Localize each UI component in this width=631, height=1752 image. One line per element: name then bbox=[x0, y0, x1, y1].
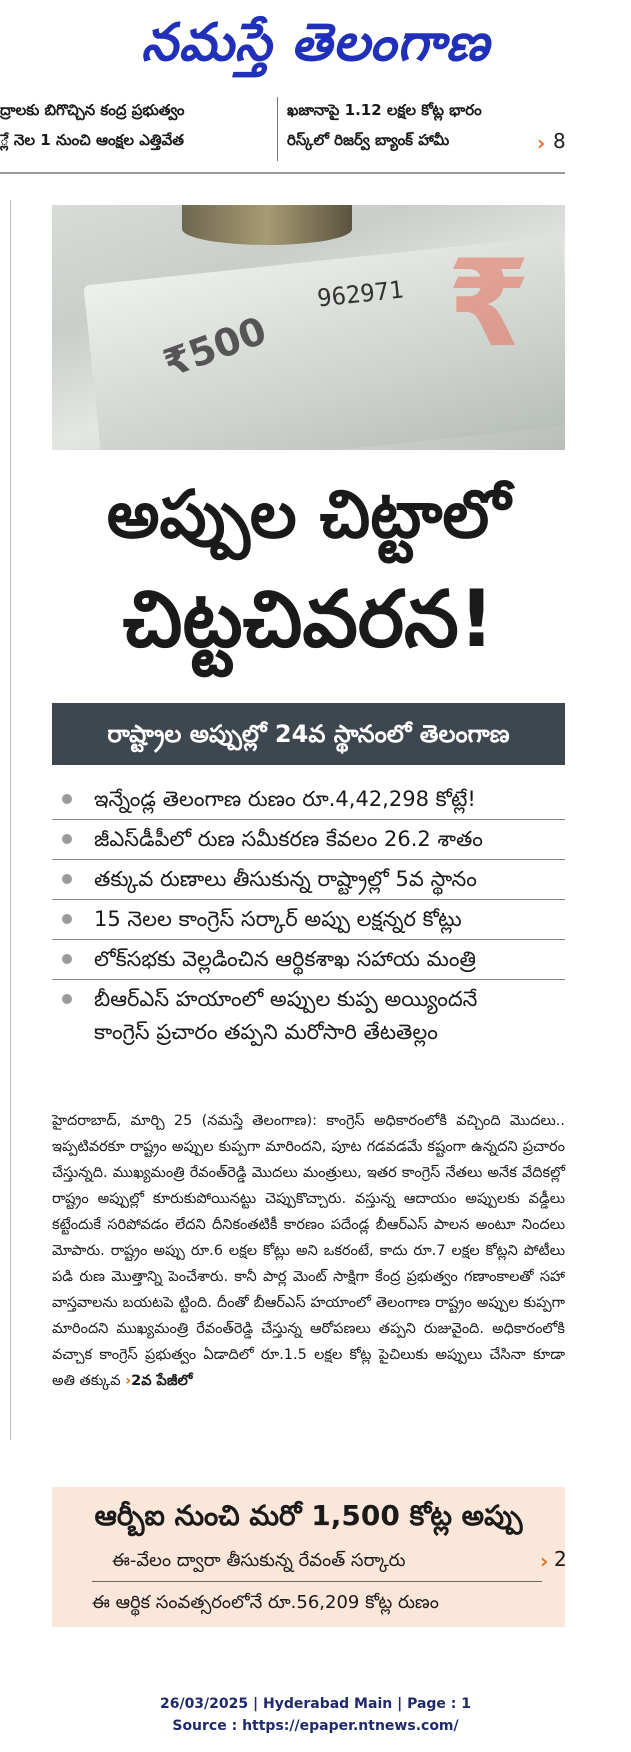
bullet-text: 15 నెలల కాంగ్రెస్ సర్కార్ అప్పు లక్షన్నర కోట్లు bbox=[94, 907, 462, 931]
bullet-icon bbox=[62, 954, 72, 964]
teaser-divider bbox=[277, 97, 278, 161]
teaser-right[interactable] bbox=[287, 95, 547, 155]
box-title: ఆర్బీఐ నుంచి మరో 1,500 కోట్ల అప్పు bbox=[94, 1499, 523, 1532]
bullet-text-continued: కాంగ్రెస్ ప్రచారం తప్పని మరోసారి తేటతెల్లం bbox=[94, 1020, 438, 1044]
teaser-right-line-2: రిస్క్‌లో రిజర్వ్ బ్యాంక్ హామీ bbox=[287, 131, 450, 149]
banknote-denomination: ₹500 bbox=[157, 308, 273, 386]
list-item bbox=[52, 940, 565, 980]
continue-page-link[interactable]: 2వ పేజీలో bbox=[131, 1373, 193, 1389]
list-item bbox=[52, 780, 565, 820]
chevron-right-icon: › bbox=[125, 1373, 132, 1389]
list-item bbox=[52, 820, 565, 860]
masthead-logo: నమస్తే తెలంగాణ bbox=[141, 12, 490, 73]
teaser-left-line-2: ్లే నెల 1 నుంచి ఆంక్షల ఎత్తివేత bbox=[0, 131, 184, 149]
banknote-serial: 962971 bbox=[315, 275, 405, 313]
box-subline: ఈ-వేలం ద్వారా తీసుకున్న రేవంత్ సర్కారు bbox=[112, 1550, 406, 1571]
chevron-right-icon: › bbox=[540, 1549, 549, 1573]
bullet-icon bbox=[62, 914, 72, 924]
page-footer bbox=[0, 1693, 631, 1737]
bullet-text: జీఎస్‌డీపీలో రుణ సమీకరణ కేవలం 26.2 శాతం bbox=[94, 827, 483, 851]
box-detail: ఈ ఆర్థిక సంవత్సరంలోనే రూ.56,209 కోట్ల రుణం bbox=[92, 1592, 439, 1613]
list-item bbox=[52, 860, 565, 900]
article-body bbox=[52, 1108, 565, 1394]
box-page-ref[interactable]: 2 bbox=[554, 1547, 567, 1571]
bullet-icon bbox=[62, 834, 72, 844]
chevron-right-icon: › bbox=[537, 131, 546, 155]
bullet-text: బీఆర్‌ఎస్ హయాంలో అప్పుల కుప్ప అయ్యిందనే bbox=[94, 987, 478, 1011]
headline-line-1: అప్పుల చిట్టాలో bbox=[106, 476, 511, 553]
bullet-text: లోక్‌సభకు వెల్లడించిన ఆర్థికశాఖ సహాయ మంత్రి bbox=[94, 947, 476, 971]
box-divider bbox=[92, 1581, 542, 1582]
footer-date-edition: 26/03/2025 | Hyderabad Main | Page : 1 bbox=[159, 1696, 472, 1712]
bullet-icon bbox=[62, 994, 72, 1004]
bullet-icon bbox=[62, 794, 72, 804]
rupee-icon: ₹ bbox=[447, 235, 531, 374]
bullet-icon bbox=[62, 874, 72, 884]
header-rule bbox=[0, 172, 565, 174]
coin-stack-shape bbox=[182, 205, 352, 245]
bullet-text: ఇన్నేండ్ల తెలంగాణ రుణం రూ.4,42,298 కోట్లే! bbox=[94, 787, 476, 811]
highlights-list bbox=[52, 780, 565, 1052]
teaser-right-line-1: ఖజానాపై 1.12 లక్షల కోట్ల భారం bbox=[287, 101, 482, 119]
currency-note-coins-image bbox=[52, 205, 565, 450]
list-item bbox=[52, 900, 565, 940]
bullet-text: తక్కువ రుణాలు తీసుకున్న రాష్ట్రాల్లో 5వ స్థానం bbox=[94, 867, 477, 891]
teaser-left[interactable] bbox=[0, 95, 270, 155]
article-body-text: హైదరాబాద్, మార్చి 25 (నమస్తే తెలంగాణ): కాంగ్రెస్ అధికారంలోకి వచ్చింది మొదలు.. ఇప్పటివరకూ రాష్ట్రం అప్పుల కుప్పగా మారిందని, పూట గడవడమే కష్టంగా ఉన్నదని ప్రచారం చేస్తున్నది. ముఖ్యమంత్రి రేవంత్‌రెడ్డి మొదలు మంత్రులు, ఇతర కాంగ్రెస్ నేతలు అనేక వేదికల్లో రాష్ట్రం అప్పుల్లో కూరుకుపోయినట్టు చెప్పుకొచ్చారు. వస్తున్న ఆదాయం అప్పులకు వడ్డీలు కట్టేందుకే సరిపోవడం లేదని దీనికంతటికీ కారణం పదేండ్ల బీఆర్‌ఎస్ పాలన అంటూ నిందలు మోపారు. రాష్ట్రం అప్పు రూ.6 లక్షల కోట్లు అని ఒకరంటే, కాదు రూ.7 లక్షల కోట్లని పోటీలు పడి రుణ మొత్తాన్ని పెంచేశారు. కానీ పార్ల మెంట్ సాక్షిగా కేంద్ర ప్రభుత్వం గణాంకాలతో సహా వాస్తవాలను బయటపె ట్టింది. దీంతో బీఆర్‌ఎస్ హయాంలో తెలంగాణ రాష్ట్రం అప్పుల కుప్పగా మారిందని ముఖ్యమంత్రి రేవంత్‌రెడ్డి చేస్తున్న ఆరోపణలు తప్పని రుజువైంది. అధికారంలోకి వచ్చాక కాంగ్రెస్ ప్రభుత్వం ఏడాదిలో రూ.1.5 లక్షల కోట్ల పైచిలుకు అప్పులు చేసినా కూడా అతి తక్కువ bbox=[52, 1113, 565, 1389]
column-divider bbox=[10, 200, 11, 1440]
list-item bbox=[52, 980, 565, 1052]
teaser-strip bbox=[0, 95, 631, 165]
footer-source-link[interactable]: Source : https://epaper.ntnews.com/ bbox=[172, 1718, 459, 1734]
headline-line-2: చిట్టచివరన! bbox=[122, 575, 495, 665]
subheadline-bar: రాష్ట్రాల అప్పుల్లో 24వ స్థానంలో తెలంగాణ bbox=[52, 703, 565, 765]
teaser-page-ref[interactable]: 8 bbox=[553, 129, 566, 153]
rbi-loan-box bbox=[52, 1487, 565, 1627]
teaser-left-line-1: ద్రాలకు బిగొచ్చిన కంద్ర ప్రభుత్వం bbox=[0, 101, 185, 119]
